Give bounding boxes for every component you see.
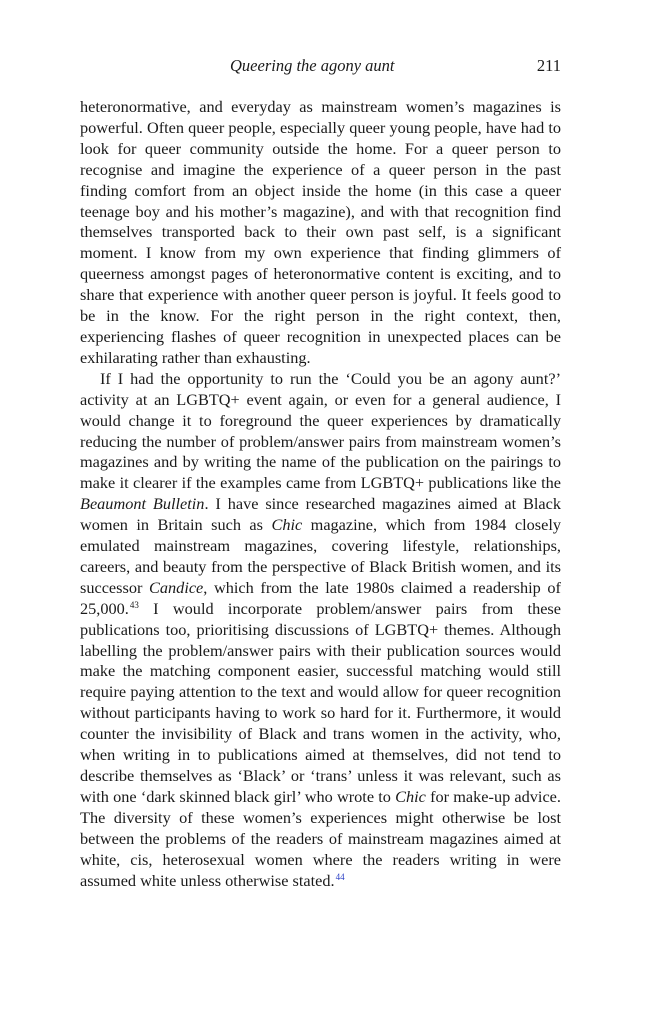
running-header xyxy=(80,56,561,80)
paragraph-2-text-2: . I have since researched magazines aimed at Black women in Britain such as xyxy=(80,494,561,535)
page-number: 211 xyxy=(536,56,561,75)
publication-title-beaumont-bulletin: Beaumont Bulletin xyxy=(80,494,205,514)
paragraph-2-text-3: magazine, which from 1984 closely emulated mainstream magazines, covering lifestyle, relationships, careers, and beauty from the perspective of Black British women, and its successor xyxy=(80,515,561,597)
running-title: Queering the agony aunt xyxy=(230,56,395,75)
paragraph-2 xyxy=(80,369,561,892)
publication-title-chic: Chic xyxy=(271,515,303,535)
footnote-link-44[interactable]: 44 xyxy=(335,871,345,882)
paragraph-2-text-4: , which from the late 1980s claimed a readership of 25,000. xyxy=(80,577,561,618)
paragraph-2-text-6: for make-up advice. The diversity of these women’s experiences might otherwise be lost between the problems of the readers of mainstream magazines aimed at white, cis, heterosexual women where the readers writing in were assumed white unless otherwise stated. xyxy=(80,786,561,890)
paragraph-2-text-5: I would incorporate problem/answer pairs from these publications too, prioritising discussions of LGBTQ+ themes. Although labelling the problem/answer pairs with their publication sources would make the matching component easier, successful matching would still require paying attention to the text and would allow for queer recognition without participants having to work so hard for it. Furthermore, it would counter the invisibility of Black and trans women in the activity, who, when writing in to publications aimed at themselves, did not tend to describe themselves as ‘Black’ or ‘trans’ unless it was relevant, such as with one ‘dark skinned black girl’ who wrote to xyxy=(80,598,561,806)
footnote-marker-43: 43 xyxy=(129,599,139,610)
publication-title-candice: Candice xyxy=(149,577,204,597)
body-text xyxy=(80,97,561,891)
publication-title-chic-2: Chic xyxy=(395,786,426,806)
paragraph-2-text-1: If I had the opportunity to run the ‘Could you be an agony aunt?’ activity at an LGBTQ+ event again, or even for a general audience, I would change it to foreground the queer experiences by dramatically reducing the number of problem/answer pairs from mainstream women’s magazines and by writing the name of the publication on the pairings to make it clearer if the examples came from LGBTQ+ publications like the xyxy=(80,368,561,493)
paragraph-1: heteronormative, and everyday as mainstream women’s magazines is powerful. Often queer people, especially queer young people, have had to look for queer community outside the home. For a queer person to recognise and imagine the experience of a queer person in the past finding comfort from an object inside the home (in this case a queer teenage boy and his mother’s magazine), and with that recognition find themselves transported back to their own past self, is a significant moment. I know from my own experience that finding glimmers of queerness amongst pages of heteronormative content is exciting, and to share that experience with another queer person is joyful. It feels good to be in the know. For the right person in the right context, then, experiencing flashes of queer recognition in unexpected places can be exhilarating rather than exhausting. xyxy=(80,97,561,367)
